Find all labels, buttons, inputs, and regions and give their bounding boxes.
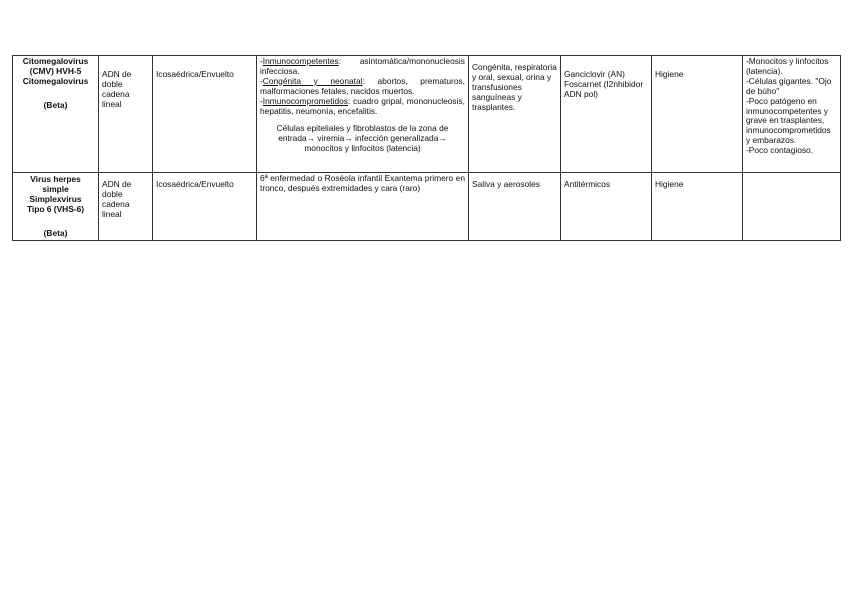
genome-cell: ADN de doble cadena lineal xyxy=(99,173,153,241)
table-row xyxy=(13,173,841,241)
virus-name-line: Citomegalovirus xyxy=(22,75,89,86)
table-row xyxy=(13,56,841,173)
capsid-cell: Icosaédrica/Envuelto xyxy=(153,173,257,241)
prevention-cell: Higiene xyxy=(652,173,743,241)
clinical-immunocompetent: -Inmunocompetentes: asintomática/mononucleosis infecciosa. xyxy=(260,56,465,76)
note-line: -Poco contagioso. xyxy=(746,145,814,156)
treatment-cell: Ganciclovir (AN) Foscarnet (I2nhibidor ADN pol) xyxy=(561,56,652,173)
virus-name-cell xyxy=(13,56,99,173)
subfamily-label: (Beta) xyxy=(43,227,68,238)
virus-name-line: Citomegalovirus xyxy=(22,56,89,66)
genome-cell: ADN de doble cadena lineal xyxy=(99,56,153,173)
virus-name-cell xyxy=(13,173,99,241)
clinical-cell xyxy=(257,56,469,173)
transmission-cell: Saliva y aerosoles xyxy=(469,173,561,241)
clinical-immunocompromised: -Inmunocomprometidos: cuadro gripal, mononucleosis, hepatitis, neumonía, encefalitis. xyxy=(260,95,465,116)
notes-cell xyxy=(743,56,841,173)
capsid-cell: Icosaédrica/Envuelto xyxy=(153,56,257,173)
virus-table xyxy=(12,55,841,241)
transmission-cell: Congénita, respiratoria y oral, sexual, orina y transfusiones sanguíneas y trasplantes. xyxy=(469,56,561,173)
note-line: -Células gigantes. "Ojo de búho" xyxy=(746,75,832,96)
subfamily-label: (Beta) xyxy=(43,99,68,110)
virus-name-line: Tipo 6 (VHS-6) xyxy=(26,203,85,214)
treatment-cell: Antitérmicos xyxy=(561,173,652,241)
notes-cell xyxy=(743,173,841,241)
note-line: -Monocitos y linfocitos (latencia). xyxy=(746,56,829,76)
prevention-cell: Higiene xyxy=(652,56,743,173)
clinical-pathway: Células epiteliales y fibroblastos de la zona de entrada→ viremia→ infección generalizada→ monocitos y linfocitos (latencia) xyxy=(276,123,449,154)
virus-name-line: (CMV) HVH-5 xyxy=(29,65,82,76)
virus-name-line: Virus herpes simple xyxy=(30,174,81,194)
note-line: -Poco patógeno en inmunocompetentes y grave en trasplantes, inmunocomprometidos y embarazos. xyxy=(746,95,831,146)
virus-name-line: Simplexvirus xyxy=(29,193,82,204)
clinical-congenital: -Congénita y neonatal: abortos, prematuros, malformaciones fetales, nacidos muertos. xyxy=(260,75,465,96)
clinical-cell: 6ª enfermedad o Roséola infantil Exantema primero en tronco, después extremidades y cara (raro) xyxy=(257,173,469,241)
